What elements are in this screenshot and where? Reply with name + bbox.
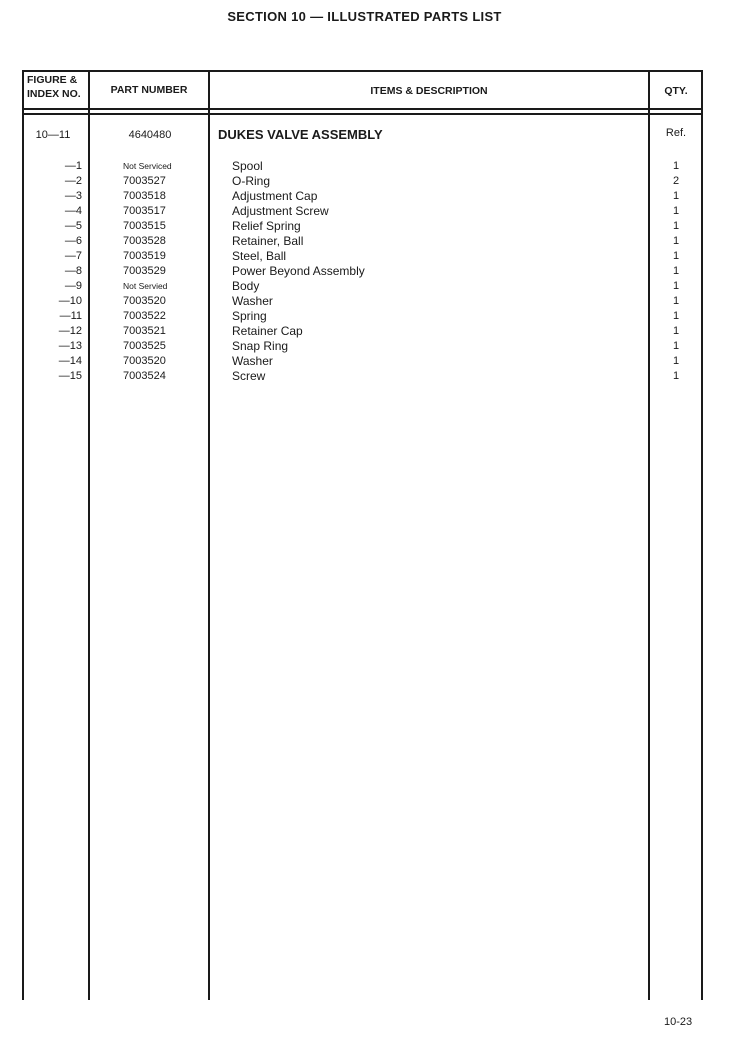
- assembly-row: [0, 126, 729, 144]
- row-description: Spool: [232, 159, 263, 173]
- row-part-number: 7003529: [123, 265, 166, 277]
- header-figure-line1: FIGURE &: [27, 74, 78, 86]
- table-top-border: [22, 70, 702, 72]
- row-index: —8: [64, 265, 82, 277]
- header-divider-upper: [22, 108, 702, 110]
- table-row: [0, 339, 729, 354]
- row-part-number: 7003528: [123, 235, 166, 247]
- row-index: —4: [64, 205, 82, 217]
- row-index: —9: [64, 280, 82, 292]
- row-qty: 1: [672, 160, 680, 172]
- row-qty: 1: [672, 310, 680, 322]
- row-part-number: 7003517: [123, 205, 166, 217]
- row-part-number: 7003518: [123, 190, 166, 202]
- row-index: —1: [64, 160, 82, 172]
- row-index: —12: [58, 325, 82, 337]
- row-description: Adjustment Cap: [232, 189, 318, 203]
- row-index: —11: [59, 310, 82, 322]
- row-part-number: 7003515: [123, 220, 166, 232]
- row-part-number: 7003519: [123, 250, 166, 262]
- assembly-qty: Ref.: [665, 127, 687, 139]
- row-part-number: 7003525: [123, 340, 166, 352]
- row-qty: 1: [672, 220, 680, 232]
- row-description: Washer: [232, 354, 273, 368]
- row-description: O-Ring: [232, 174, 271, 188]
- assembly-part-number: 4640480: [128, 129, 172, 141]
- row-description: Snap Ring: [232, 339, 289, 353]
- table-row: [0, 294, 729, 309]
- table-row: [0, 309, 729, 324]
- row-description: Body: [232, 279, 260, 293]
- row-qty: 1: [672, 325, 680, 337]
- header-part-number: PART NUMBER: [110, 84, 188, 96]
- table-row: [0, 189, 729, 204]
- table-row: [0, 234, 729, 249]
- row-part-number: 7003520: [123, 355, 166, 367]
- table-row: [0, 204, 729, 219]
- row-description: Power Beyond Assembly: [232, 264, 365, 278]
- row-qty: 1: [672, 340, 680, 352]
- row-index: —13: [58, 340, 82, 352]
- row-description: Screw: [232, 369, 266, 383]
- row-qty: 1: [672, 250, 680, 262]
- row-part-number: Not Serviced: [123, 161, 172, 171]
- row-index: —2: [64, 175, 82, 187]
- table-row: [0, 324, 729, 339]
- table-row: [0, 174, 729, 189]
- row-part-number: 7003520: [123, 295, 166, 307]
- row-qty: 1: [672, 190, 680, 202]
- page-number: 10-23: [664, 1016, 693, 1028]
- row-part-number: 7003522: [123, 310, 166, 322]
- table-row: [0, 264, 729, 279]
- assembly-description: DUKES VALVE ASSEMBLY: [218, 127, 383, 142]
- header-description: ITEMS & DESCRIPTION: [370, 85, 488, 97]
- section-title: SECTION 10 — ILLUSTRATED PARTS LIST: [227, 9, 502, 24]
- row-description: Relief Spring: [232, 219, 301, 233]
- row-qty: 1: [672, 265, 680, 277]
- row-part-number: Not Servied: [123, 281, 168, 291]
- row-index: —5: [64, 220, 82, 232]
- header-figure-index: [27, 73, 89, 101]
- header-divider-lower: [22, 113, 702, 115]
- row-description: Washer: [232, 294, 273, 308]
- table-row: [0, 354, 729, 369]
- row-index: —6: [64, 235, 82, 247]
- row-qty: 1: [672, 355, 680, 367]
- row-index: —10: [58, 295, 82, 307]
- table-row: [0, 219, 729, 234]
- table-row: [0, 369, 729, 384]
- table-row: [0, 249, 729, 264]
- table-row: [0, 279, 729, 294]
- row-part-number: 7003527: [123, 175, 166, 187]
- row-description: Adjustment Screw: [232, 204, 329, 218]
- row-qty: 1: [672, 205, 680, 217]
- row-index: —3: [64, 190, 82, 202]
- row-qty: 1: [672, 280, 680, 292]
- table-row: [0, 159, 729, 174]
- row-qty: 1: [672, 370, 680, 382]
- parts-list: [0, 159, 729, 384]
- row-description: Steel, Ball: [232, 249, 287, 263]
- assembly-index: 10—11: [35, 129, 71, 141]
- row-qty: 1: [672, 295, 680, 307]
- row-description: Retainer, Ball: [232, 234, 304, 248]
- row-index: —15: [58, 370, 82, 382]
- row-index: —7: [64, 250, 82, 262]
- row-part-number: 7003524: [123, 370, 166, 382]
- row-description: Spring: [232, 309, 267, 323]
- row-index: —14: [58, 355, 82, 367]
- row-part-number: 7003521: [123, 325, 166, 337]
- header-qty: QTY.: [664, 85, 688, 97]
- row-qty: 1: [672, 235, 680, 247]
- row-qty: 2: [672, 175, 680, 187]
- row-description: Retainer Cap: [232, 324, 303, 338]
- header-figure-line2: INDEX NO.: [27, 88, 81, 100]
